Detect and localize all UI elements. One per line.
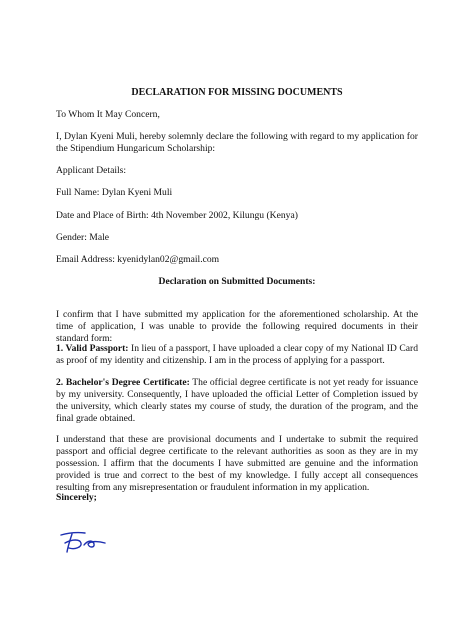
item-valid-passport-label: 1. Valid Passport:: [56, 343, 129, 354]
confirm-paragraph: I confirm that I have submitted my application for the aforementioned scholarship. At the time of application, I was unable to provide the following required documents in their standard form:: [56, 309, 418, 344]
item-degree-certificate-label: 2. Bachelor's Degree Certificate:: [56, 377, 190, 388]
birth-line: Date and Place of Birth: 4th November 2002, Kilungu (Kenya): [56, 210, 298, 221]
applicant-details-label: Applicant Details:: [56, 165, 127, 176]
salutation: To Whom It May Concern,: [56, 109, 160, 120]
sign-off: Sincerely;: [56, 492, 97, 503]
document-title: DECLARATION FOR MISSING DOCUMENTS: [131, 87, 343, 98]
item-valid-passport-text: In lieu of a passport, I have uploaded a clear copy of my National ID Card as proof of my identity and citizenship. I am in the process of applying for a passport.: [56, 343, 419, 366]
item-valid-passport: [56, 343, 418, 367]
intro-paragraph: I, Dylan Kyeni Muli, hereby solemnly declare the following with regard to my application for the Stipendium Hungaricum Scholarship:: [56, 131, 418, 154]
item-degree-certificate-text: The official degree certificate is not yet ready for issuance by my university. Consequently, I have uploaded the official Letter of Completion issued by the university, which clearly states my course of study, the duration of the program, and the final grade obtained.: [56, 377, 418, 424]
signature: [58, 526, 108, 554]
gender-line: Gender: Male: [56, 232, 110, 243]
section-heading: Declaration on Submitted Documents:: [158, 276, 316, 287]
email-line: Email Address: kyenidylan02@gmail.com: [56, 254, 220, 265]
item-degree-certificate: [56, 377, 418, 425]
full-name-line: Full Name: Dylan Kyeni Muli: [56, 187, 173, 198]
closing-paragraph: I understand that these are provisional documents and I undertake to submit the required passport and official degree certificate to the relevant authorities as soon as they are in my possession. I affirm that the documents I have submitted are genuine and the information provided is true and correct to the best of my knowledge. I fully accept all consequences resulting from any misrepresentation or fraudulent information in my application.: [56, 434, 418, 493]
